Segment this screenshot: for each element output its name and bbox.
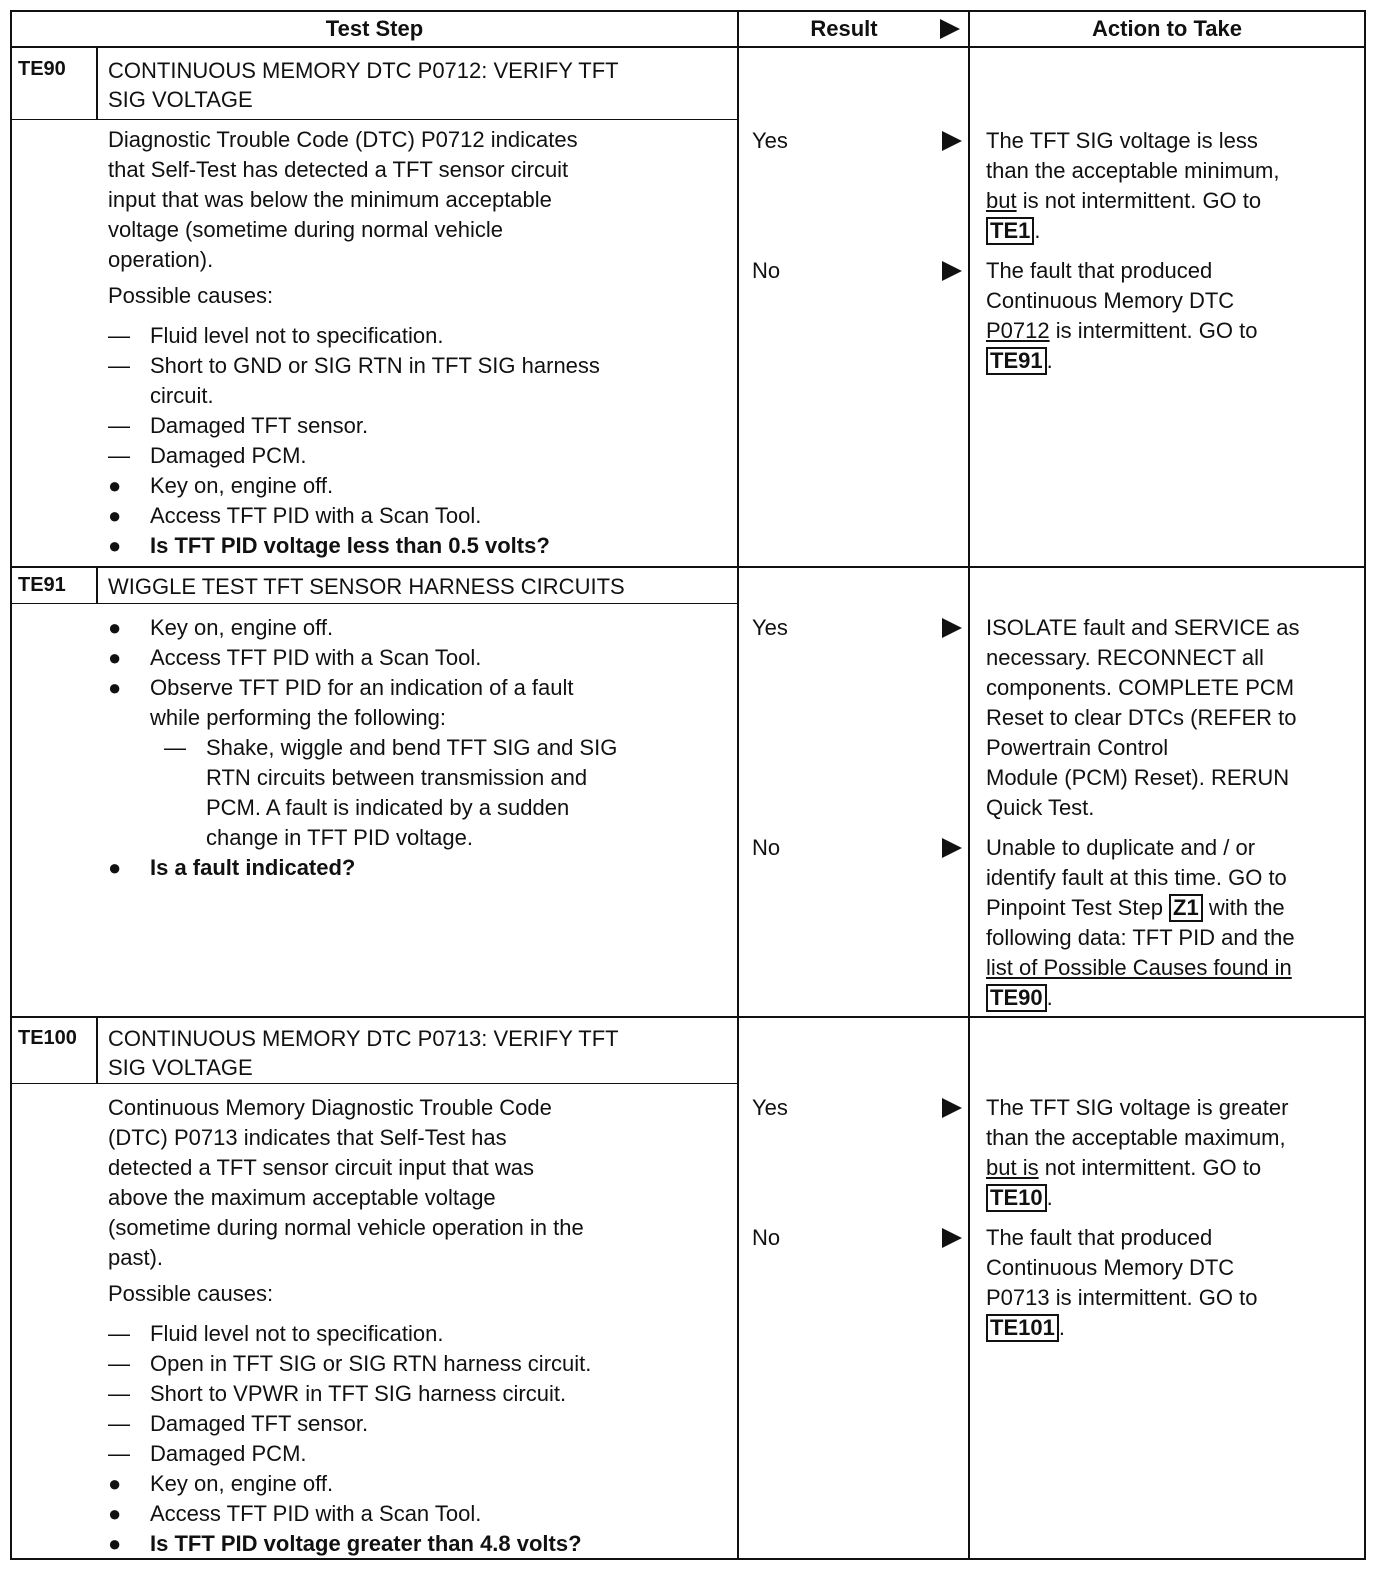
cause-item: — Damaged PCM. xyxy=(108,443,307,468)
bullet-item: ● Key on, engine off. xyxy=(108,1471,334,1496)
stepid-divider-te91 xyxy=(96,566,98,604)
header-arrow-icon xyxy=(940,19,960,39)
title-rule-te91 xyxy=(10,603,737,604)
result-arrow-icon xyxy=(942,838,962,858)
step-id: TE90 xyxy=(18,58,66,80)
cause-item: — Fluid level not to specification. xyxy=(108,323,444,348)
table-border-right xyxy=(1364,10,1366,1560)
step-body xyxy=(108,125,730,561)
bullet-item: ● Access TFT PID with a Scan Tool. xyxy=(108,1501,482,1526)
cause-item: — Damaged PCM. xyxy=(108,1441,307,1466)
possible-causes-label: Possible causes: xyxy=(108,1281,274,1306)
column-divider-action xyxy=(968,10,970,1560)
bullet-item: ● Key on, engine off. xyxy=(108,473,334,498)
stepid-divider-te100 xyxy=(96,1016,98,1084)
step-body xyxy=(108,613,730,883)
action-yes: ISOLATE fault and SERVICE as necessary. RECONNECT all components. COMPLETE PCM Reset to clear DTCs (REFER to Powertrain Control Module (PCM) Reset). RERUN Quick Test. xyxy=(986,615,1300,820)
result-arrow-icon xyxy=(942,618,962,638)
bullet-item: ● Access TFT PID with a Scan Tool. xyxy=(108,645,482,670)
step-link-te101[interactable]: TE101 xyxy=(986,1314,1059,1342)
step-description: Continuous Memory Diagnostic Trouble Code (DTC) P0713 indicates that Self-Test has detected a TFT sensor circuit input that was above the maximum acceptable voltage (sometime during normal vehicle operation in the past). xyxy=(108,1095,584,1270)
header-result: Result xyxy=(810,16,878,41)
step-body xyxy=(108,1093,730,1559)
step-link-te90[interactable]: TE90 xyxy=(986,984,1047,1012)
bullet-item: ● Access TFT PID with a Scan Tool. xyxy=(108,503,482,528)
step-id: TE100 xyxy=(18,1027,77,1049)
result-yes: Yes xyxy=(752,1095,788,1120)
cause-item: — Open in TFT SIG or SIG RTN harness circuit. xyxy=(108,1351,592,1376)
result-arrow-icon xyxy=(942,1098,962,1118)
result-no: No xyxy=(752,258,781,283)
question-item: ● Is TFT PID voltage less than 0.5 volts? xyxy=(108,533,550,558)
result-no: No xyxy=(752,1225,781,1250)
result-no: No xyxy=(752,835,781,860)
question-item: ● Is a fault indicated? xyxy=(108,855,356,880)
header-bottom-rule xyxy=(10,46,1366,48)
action-no: Unable to duplicate and / or identify fault at this time. GO to Pinpoint Test Step Z1 with the following data: TFT PID and the list of Possible Causes found in TE90 . xyxy=(986,835,1295,1010)
action-no: The fault that produced Continuous Memory DTC P0713 is intermittent. GO to TE101 . xyxy=(986,1225,1258,1340)
step-title: CONTINUOUS MEMORY DTC P0713: VERIFY TFT SIG VOLTAGE xyxy=(108,1026,619,1080)
action-no: The fault that produced Continuous Memory DTC P0712 is intermittent. GO to TE91 . xyxy=(986,258,1258,373)
step-id: TE91 xyxy=(18,574,66,596)
column-divider-result xyxy=(737,10,739,1560)
cause-item: — Short to GND or SIG RTN in TFT SIG harness circuit. xyxy=(108,353,600,408)
cause-item: — Fluid level not to specification. xyxy=(108,1321,444,1346)
sub-item: — Shake, wiggle and bend TFT SIG and SIG RTN circuits between transmission and PCM. A fault is indicated by a sudden change in TFT PID voltage. xyxy=(164,735,618,850)
possible-causes-label: Possible causes: xyxy=(108,283,274,308)
header-test-step: Test Step xyxy=(325,16,424,41)
step-title: CONTINUOUS MEMORY DTC P0712: VERIFY TFT SIG VOLTAGE xyxy=(108,58,619,112)
question-item: ● Is TFT PID voltage greater than 4.8 volts? xyxy=(108,1531,582,1556)
result-arrow-icon xyxy=(942,1228,962,1248)
step-link-te10[interactable]: TE10 xyxy=(986,1184,1047,1212)
bullet-item: ● Key on, engine off. xyxy=(108,615,334,640)
cause-item: — Damaged TFT sensor. xyxy=(108,413,369,438)
title-rule-te100 xyxy=(10,1083,737,1084)
table-border-left xyxy=(10,10,12,1560)
result-arrow-icon xyxy=(942,261,962,281)
step-link-z1[interactable]: Z1 xyxy=(1169,894,1203,922)
row-divider-te100 xyxy=(10,1016,1366,1018)
cause-item: — Damaged TFT sensor. xyxy=(108,1411,369,1436)
cause-item: — Short to VPWR in TFT SIG harness circuit. xyxy=(108,1381,567,1406)
stepid-divider-te90 xyxy=(96,46,98,120)
result-yes: Yes xyxy=(752,128,788,153)
title-rule-te90 xyxy=(10,119,737,120)
action-yes: The TFT SIG voltage is less than the acceptable minimum, but is not intermittent. GO to TE1 . xyxy=(986,128,1280,243)
result-arrow-icon xyxy=(942,131,962,151)
row-divider-te91 xyxy=(10,566,1366,568)
result-yes: Yes xyxy=(752,615,788,640)
step-link-te91[interactable]: TE91 xyxy=(986,347,1047,375)
step-description: Diagnostic Trouble Code (DTC) P0712 indicates that Self-Test has detected a TFT sensor circuit input that was below the minimum acceptable voltage (sometime during normal vehicle operation). xyxy=(108,127,578,272)
step-link-te1[interactable]: TE1 xyxy=(986,217,1034,245)
action-yes: The TFT SIG voltage is greater than the acceptable maximum, but is not intermittent. GO to TE10 . xyxy=(986,1095,1289,1210)
step-title: WIGGLE TEST TFT SENSOR HARNESS CIRCUITS xyxy=(108,574,625,599)
bullet-item: ● Observe TFT PID for an indication of a fault while performing the following: — Shake, wiggle and bend TFT SIG and SIG RTN circuits between transmission and PCM. A fault is indicated by a sudden change in TFT PID voltage. xyxy=(108,673,730,853)
header-action: Action to Take xyxy=(1092,16,1242,41)
